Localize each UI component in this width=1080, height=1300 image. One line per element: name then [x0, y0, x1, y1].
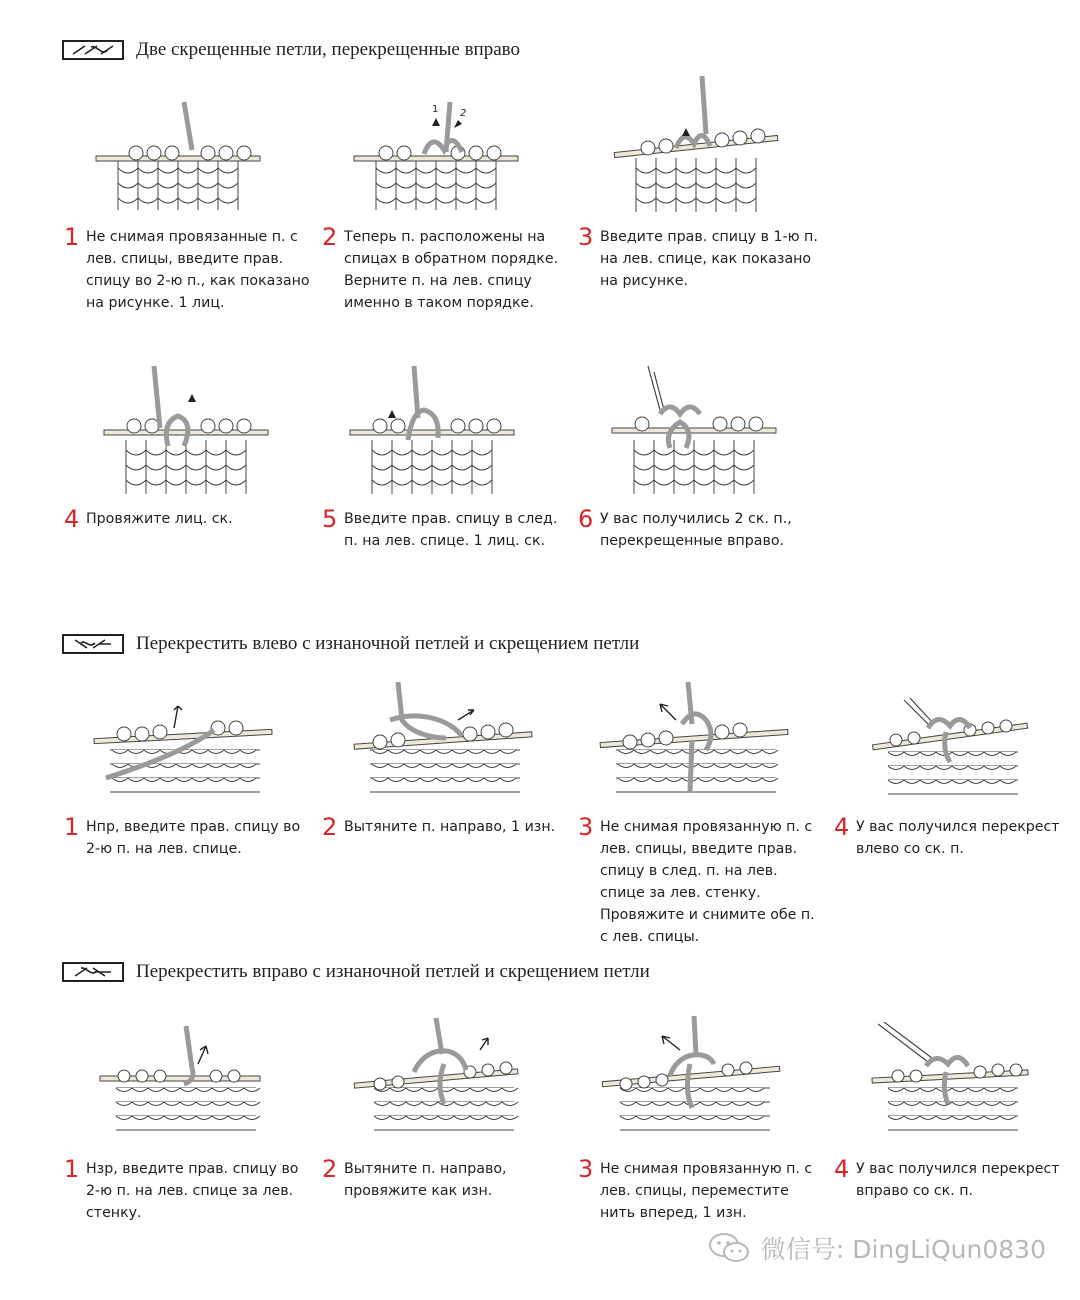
step-text: Теперь п. расположены на спицах в обратном порядке. Верните п. на лев. спицу именно в таком порядке.	[344, 229, 559, 311]
step-caption	[322, 813, 562, 841]
right-cross-symbol-icon	[62, 962, 124, 982]
knitting-illustration	[350, 680, 536, 808]
step-text: Введите прав. спицу в 1-ю п. на лев. спице, как показано на рисунке.	[600, 229, 818, 289]
step-number: 3	[578, 223, 594, 251]
knitting-illustration	[606, 74, 786, 216]
step-caption	[578, 813, 818, 948]
step-number: 5	[322, 505, 338, 533]
step-number: 1	[64, 223, 80, 251]
step-text: Вытяните п. направо, провяжите как изн.	[344, 1161, 507, 1199]
step-number: 6	[578, 505, 594, 533]
step-text: Нпр, введите прав. спицу во 2-ю п. на лев. спице.	[86, 819, 301, 857]
knitting-illustration	[596, 680, 792, 808]
step-caption	[64, 1155, 314, 1224]
knitting-illustration	[346, 98, 526, 216]
step-text: У вас получился перекрест влево со ск. п.	[856, 819, 1060, 857]
step-number: 4	[64, 505, 80, 533]
section-title: Перекрестить влево с изнаночной петлей и скрещением петли	[136, 633, 640, 654]
step-caption	[322, 1155, 562, 1202]
knitting-illustration	[598, 1014, 784, 1148]
step-number: 3	[578, 1155, 594, 1183]
step-text: Не снимая провязанные п. с лев. спицы, введите прав. спицу во 2-ю п., как показано на рисунке. 1 лиц.	[86, 229, 310, 311]
knitting-illustration	[88, 98, 268, 216]
step-caption	[64, 505, 314, 533]
step-number: 4	[834, 813, 850, 841]
watermark-text: 微信号: DingLiQun0830	[760, 1235, 1046, 1264]
step-text: Вытяните п. направо, 1 изн.	[344, 819, 556, 835]
knitting-illustration	[350, 1014, 524, 1148]
section-title: Перекрестить вправо с изнаночной петлей и скрещением петли	[136, 961, 650, 982]
step-caption	[322, 223, 562, 314]
step-text: У вас получились 2 ск. п., перекрещенные вправо.	[600, 511, 792, 549]
section-header-3	[62, 958, 650, 986]
step-number: 1	[64, 1155, 80, 1183]
knitting-illustration	[96, 1024, 266, 1148]
knitting-illustration	[96, 362, 276, 498]
loop-label-1: 1	[432, 104, 439, 115]
step-text: Не снимая провязанную п. с лев. спицы, введите прав. спицу в след. п. на лев. спице за лев. стенку. Провяжите и снимите обе п. с лев. спицы.	[600, 819, 815, 945]
step-number: 3	[578, 813, 594, 841]
step-number: 4	[834, 1155, 850, 1183]
section-title: Две скрещенные петли, перекрещенные вправо	[136, 39, 520, 60]
step-number: 2	[322, 223, 338, 251]
knitting-illustration	[90, 694, 276, 808]
step-caption	[578, 223, 818, 292]
watermark	[707, 1230, 1046, 1266]
step-number: 1	[64, 813, 80, 841]
knitting-illustration	[342, 362, 522, 498]
step-caption	[834, 813, 1064, 860]
step-caption	[322, 505, 562, 552]
step-text: Введите прав. спицу в след. п. на лев. спице. 1 лиц. ск.	[344, 511, 558, 549]
step-number: 2	[322, 1155, 338, 1183]
step-text: Провяжите лиц. ск.	[86, 511, 233, 527]
step-caption	[64, 223, 314, 314]
step-text: Не снимая провязанную п. с лев. спицы, переместите нить вперед, 1 изн.	[600, 1161, 813, 1221]
left-cross-symbol-icon	[62, 634, 124, 654]
knitting-illustration	[870, 696, 1030, 808]
step-caption	[834, 1155, 1064, 1202]
section-header-2	[62, 630, 639, 658]
knitting-illustration	[870, 1022, 1030, 1146]
step-number: 2	[322, 813, 338, 841]
right-cross-symbol-icon	[62, 40, 124, 60]
step-caption	[578, 1155, 818, 1224]
wechat-icon	[707, 1232, 751, 1264]
step-text: У вас получился перекрест вправо со ск. п.	[856, 1161, 1060, 1199]
knitting-illustration	[604, 362, 784, 498]
loop-label-2: 2	[460, 108, 467, 119]
step-text: Нзр, введите прав. спицу во 2-ю п. на лев. спице за лев. стенку.	[86, 1161, 299, 1221]
step-caption	[578, 505, 818, 552]
step-caption	[64, 813, 314, 860]
section-header-1	[62, 36, 520, 64]
